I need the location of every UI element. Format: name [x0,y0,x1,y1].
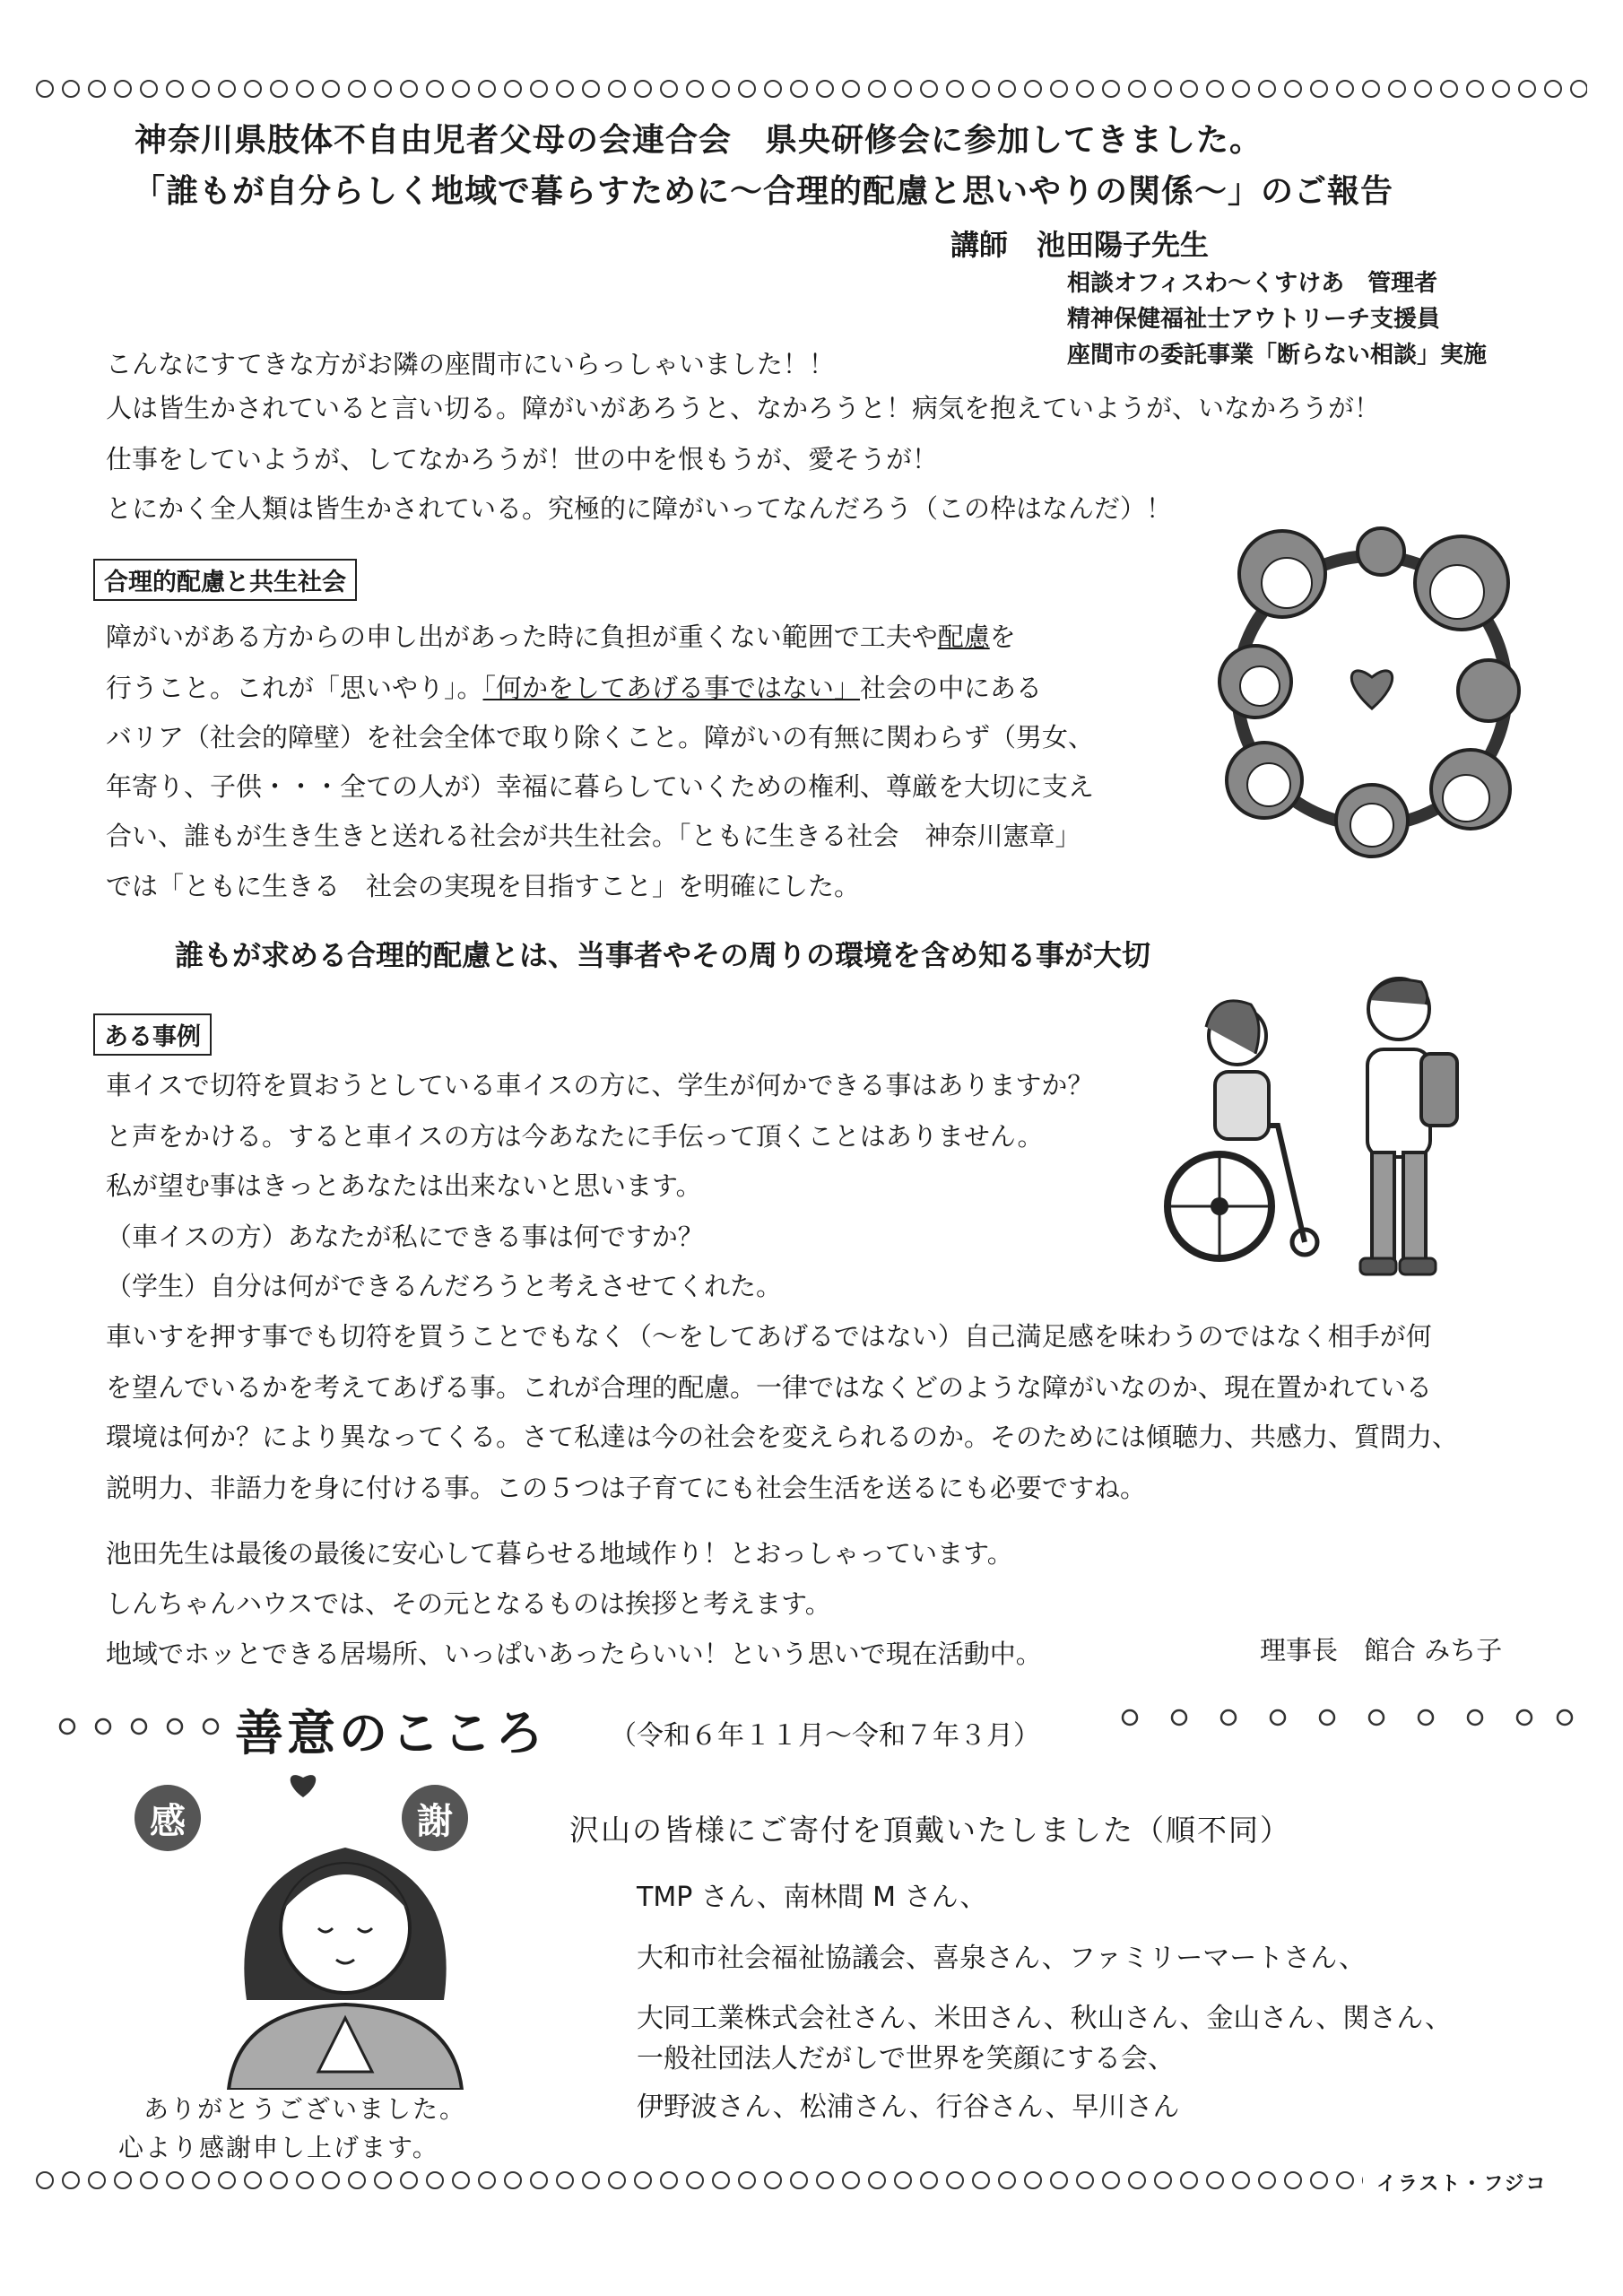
closing-line: 地域でホッとできる居場所、いっぱいあったらいい！という思いで現在活動中。 [106,1639,1042,1669]
border-circle-icon [582,2171,600,2189]
section-heading-coexistence: 合理的配慮と共生社会 [93,559,357,601]
center-heading: 誰もが求める合理的配慮とは、当事者やその周りの環境を含め知る事が大切 [175,938,1151,972]
section1-line: バリア（社会的障壁）を社会全体で取り除くこと。障がいの有無に関わらず（男女、 [106,722,1095,752]
border-circle-icon [816,2171,834,2189]
border-circle-icon [764,80,782,98]
section1-line: 年寄り、子供・・・全ての人が）幸福に暮らしていくための権利、尊厳を大切に支え [106,771,1095,802]
border-circle-icon [374,80,392,98]
case-line: と声をかける。すると車イスの方は今あなたに手伝って頂くことはありません。 [106,1121,1044,1152]
border-circle-icon [1102,80,1120,98]
border-circle-icon [192,2171,210,2189]
border-circle-icon [166,2171,184,2189]
top-circle-border [36,79,1587,102]
bottom-circle-border [36,2170,1363,2194]
border-circle-icon [1232,2171,1250,2189]
border-circle-icon [1544,80,1562,98]
border-circle-icon [1050,2171,1068,2189]
case-line: 私が望む事はきっとあなたは出来ないと思います。 [106,1170,702,1201]
border-circle-icon [114,80,132,98]
flower-decoration-icon [1112,1700,1578,1735]
border-circle-icon [1154,80,1172,98]
border-circle-icon [1128,80,1146,98]
badge-sha: 謝 [402,1785,468,1851]
border-circle-icon [1466,80,1484,98]
gifts-title: 善意のこころ [235,1705,547,1761]
border-circle-icon [1570,80,1587,98]
border-circle-icon [478,2171,496,2189]
border-circle-icon [1206,2171,1224,2189]
report-subtitle: 「誰もが自分らしく地域で暮らすために～合理的配慮と思いやりの関係～」のご報告 [133,173,1394,210]
border-circle-icon [1076,80,1094,98]
case-line: 車イスで切符を買おうとしている車イスの方に、学生が何かできる事はありますか？ [106,1070,1094,1100]
border-circle-icon [62,80,80,98]
border-circle-icon [374,2171,392,2189]
border-circle-icon [842,80,860,98]
border-circle-icon [582,80,600,98]
section-heading-case-example: ある事例 [93,1013,212,1056]
wheelchair-student-illustration [1152,973,1511,1287]
border-circle-icon [244,2171,262,2189]
border-circle-icon [868,2171,886,2189]
donor-line: 大同工業株式会社さん、米田さん、秋山さん、金山さん、関さん、 [637,2003,1452,2034]
border-circle-icon [894,80,912,98]
border-circle-icon [1024,80,1042,98]
border-circle-icon [1258,2171,1276,2189]
donor-line: TMP さん、南林間 M さん、 [637,1882,987,1913]
border-circle-icon [88,2171,106,2189]
border-circle-icon [998,2171,1016,2189]
border-circle-icon [764,2171,782,2189]
border-circle-icon [1414,80,1432,98]
donor-line: 一般社団法人だがしで世界を笑顔にする会、 [637,2043,1175,2074]
signature: 理事長 館合 みち子 [1260,1635,1503,1665]
intro-line: 人は皆生かされていると言い切る。障がいがあろうと、なかろうと！病気を抱えていようが、いなかろうが！ [106,393,1381,423]
border-circle-icon [1310,2171,1328,2189]
border-circle-icon [686,2171,704,2189]
border-circle-icon [1284,80,1302,98]
heart-icon [285,1767,321,1799]
border-circle-icon [608,2171,626,2189]
border-circle-icon [556,80,574,98]
border-circle-icon [738,2171,756,2189]
border-circle-icon [634,2171,652,2189]
border-circle-icon [166,80,184,98]
border-circle-icon [1128,2171,1146,2189]
border-circle-icon [530,80,548,98]
donor-line: 伊野波さん、松浦さん、行谷さん、早川さん [637,2092,1180,2123]
border-circle-icon [972,80,990,98]
border-circle-icon [1232,80,1250,98]
border-circle-icon [686,80,704,98]
border-circle-icon [218,2171,236,2189]
closing-line: しんちゃんハウスでは、その元となるものは挨拶と考えます。 [106,1588,831,1619]
border-circle-icon [1284,2171,1302,2189]
border-circle-icon [244,80,262,98]
border-circle-icon [348,80,366,98]
border-circle-icon [218,80,236,98]
border-circle-icon [62,2171,80,2189]
border-circle-icon [946,2171,964,2189]
border-circle-icon [114,2171,132,2189]
closing-line: 池田先生は最後の最後に安心して暮らせる地域作り！とおっしゃっています。 [106,1538,1013,1569]
intro-line: 仕事をしていようが、してなかろうが！世の中を恨もうが、愛そうが！ [106,444,939,474]
case-line: 説明力、非語力を身に付ける事。この５つは子育てにも社会生活を送るにも必要ですね。 [106,1473,1147,1503]
case-line: を望んでいるかを考えてあげる事。これが合理的配慮。一律ではなくどのような障がいなのか、現在置かれている [106,1372,1433,1403]
case-line: （車イスの方）あなたが私にできる事は何ですか？ [106,1222,704,1252]
border-circle-icon [270,80,288,98]
underlined-term: 配慮 [937,622,990,652]
border-circle-icon [1336,2171,1354,2189]
border-circle-icon [920,2171,938,2189]
border-circle-icon [192,80,210,98]
border-circle-icon [790,80,808,98]
donor-line: 大和市社会福祉協議会、喜泉さん、ファミリーマートさん、 [637,1943,1366,1974]
flower-decoration-icon [49,1709,229,1744]
section1-line: 行うこと。これが「思いやり」。「何かをしてあげる事ではない」社会の中にある [106,673,1043,703]
border-circle-icon [1310,80,1328,98]
border-circle-icon [140,80,158,98]
border-circle-icon [1440,80,1458,98]
border-circle-icon [348,2171,366,2189]
gifts-period: （令和６年１１月～令和７年３月） [610,1720,1040,1752]
intro-line: とにかく全人類は皆生かされている。究極的に障がいってなんだろう（この枠はなんだ）！ [106,493,1173,524]
border-circle-icon [660,80,678,98]
border-circle-icon [140,2171,158,2189]
border-circle-icon [452,2171,470,2189]
border-circle-icon [608,80,626,98]
closing-gratitude: 心より感謝申し上げます。 [118,2133,439,2162]
lecturer-name: 講師 池田陽子先生 [950,228,1210,262]
border-circle-icon [1102,2171,1120,2189]
border-circle-icon [296,2171,314,2189]
border-circle-icon [1076,2171,1094,2189]
section1-line: 合い、誰もが生き生きと送れる社会が共生社会。「ともに生きる社会 神奈川憲章」 [106,821,1081,851]
border-circle-icon [1024,2171,1042,2189]
border-circle-icon [1180,2171,1198,2189]
border-circle-icon [634,80,652,98]
border-circle-icon [530,2171,548,2189]
lecturer-role: 相談オフィスわ～くすけあ 管理者 [1067,270,1438,297]
closing-thanks: ありがとうございました。 [143,2094,467,2124]
border-circle-icon [400,80,418,98]
border-circle-icon [1362,2171,1363,2189]
border-circle-icon [1362,80,1380,98]
border-circle-icon [1258,80,1276,98]
border-circle-icon [478,80,496,98]
border-circle-icon [270,2171,288,2189]
case-line: 車いすを押す事でも切符を買うことでもなく（～をしてあげるではない）自己満足感を味わうのではなく相手が何 [106,1321,1432,1352]
border-circle-icon [894,2171,912,2189]
lecturer-role: 精神保健福祉士アウトリーチ支援員 [1067,306,1441,333]
border-circle-icon [842,2171,860,2189]
border-circle-icon [400,2171,418,2189]
intro-line: こんなにすてきな方がお隣の座間市にいらっしゃいました！！ [106,349,835,379]
border-circle-icon [712,2171,730,2189]
border-circle-icon [322,2171,340,2189]
border-circle-icon [1518,80,1536,98]
border-circle-icon [504,80,522,98]
case-line: 環境は何か？により異なってくる。さて私達は今の社会を変えられるのか。そのためには傾聴力、共感力、質問力、 [106,1422,1459,1452]
report-title: 神奈川県肢体不自由児者父母の会連合会 県央研修会に参加してきました。 [135,122,1263,159]
circle-of-friends-illustration [1184,502,1560,879]
illustration-credit: イラスト・フジコ [1376,2173,1548,2196]
border-circle-icon [946,80,964,98]
border-circle-icon [88,80,106,98]
border-circle-icon [36,80,54,98]
border-circle-icon [712,80,730,98]
border-circle-icon [1206,80,1224,98]
border-circle-icon [322,80,340,98]
border-circle-icon [660,2171,678,2189]
border-circle-icon [36,2171,54,2189]
border-circle-icon [426,80,444,98]
grateful-woman-illustration [211,1803,480,2090]
lecturer-role: 座間市の委託事業「断らない相談」実施 [1067,342,1488,369]
border-circle-icon [972,2171,990,2189]
border-circle-icon [504,2171,522,2189]
section1-line: では「ともに生きる 社会の実現を目指すこと」を明確にした。 [106,871,861,901]
border-circle-icon [426,2171,444,2189]
border-circle-icon [1050,80,1068,98]
border-circle-icon [1492,80,1510,98]
donation-thanks: 沢山の皆様にご寄付を頂戴いたしました（順不同） [569,1813,1291,1848]
border-circle-icon [816,80,834,98]
border-circle-icon [868,80,886,98]
border-circle-icon [556,2171,574,2189]
badge-kan: 感 [135,1785,201,1851]
border-circle-icon [1180,80,1198,98]
case-line: （学生）自分は何ができるんだろうと考えさせてくれた。 [106,1271,783,1301]
border-circle-icon [1336,80,1354,98]
border-circle-icon [1154,2171,1172,2189]
border-circle-icon [452,80,470,98]
border-circle-icon [998,80,1016,98]
border-circle-icon [920,80,938,98]
section1-line: 障がいがある方からの申し出があった時に負担が重くない範囲で工夫や配慮を [106,622,1016,652]
border-circle-icon [790,2171,808,2189]
border-circle-icon [738,80,756,98]
border-circle-icon [296,80,314,98]
underlined-phrase: 「何かをしてあげる事ではない」 [482,673,861,703]
border-circle-icon [1388,80,1406,98]
